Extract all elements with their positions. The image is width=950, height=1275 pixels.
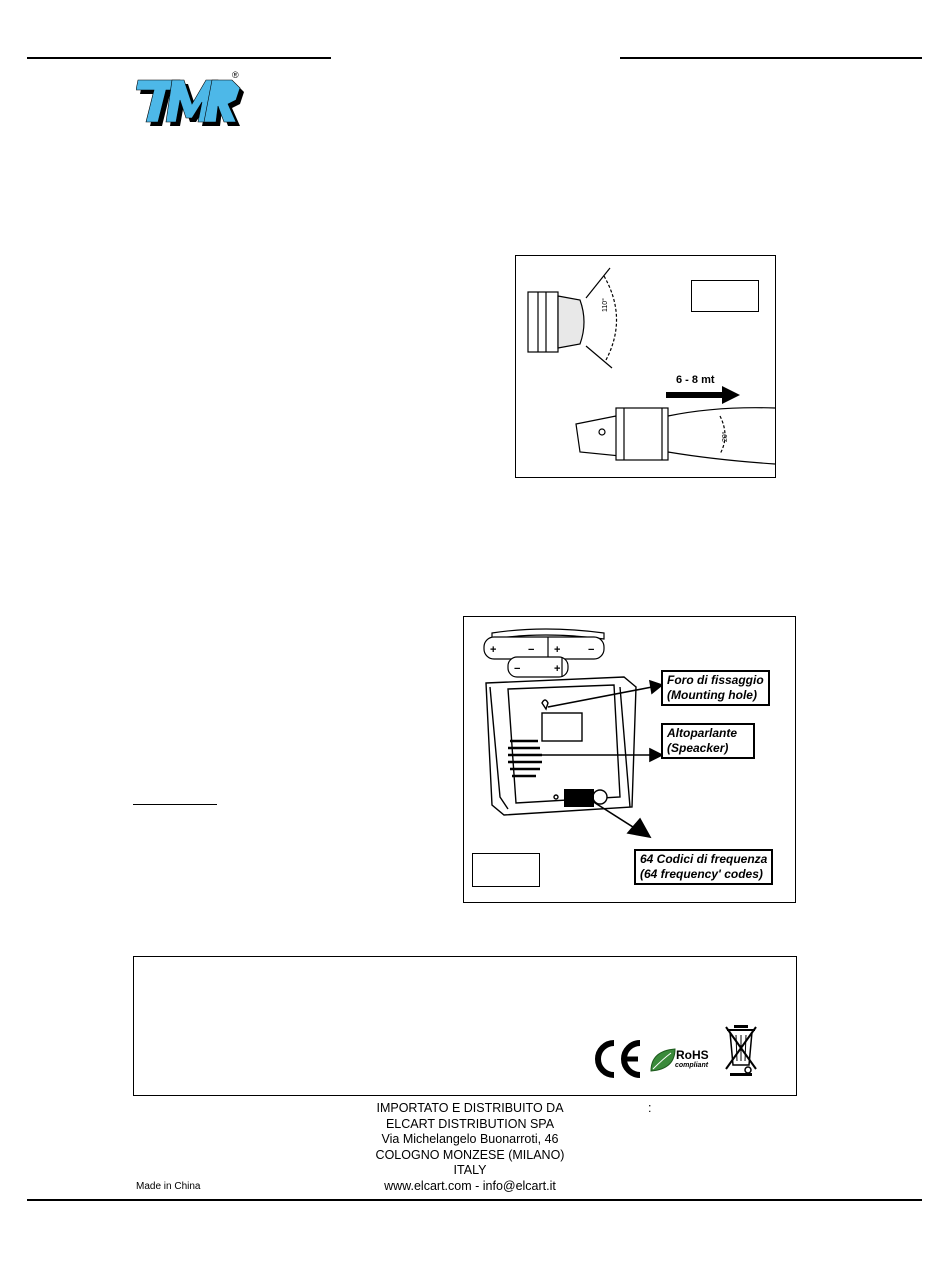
footer-colon: : (648, 1101, 652, 1115)
registered-mark: ® (232, 70, 239, 80)
svg-text:+: + (554, 644, 561, 656)
street-address: Via Michelangelo Buonarroti, 46 (381, 1132, 559, 1146)
mounting-hole-label-en: (Mounting hole) (667, 688, 757, 702)
figure2-label-box (472, 853, 540, 887)
footer-rule (27, 1199, 922, 1201)
angle-wide-label: 110° (602, 298, 609, 312)
speaker-callout (661, 723, 755, 759)
tmr-logo (136, 72, 248, 128)
rohs-title: RoHS (676, 1048, 709, 1062)
city-address: COLOGNO MONZESE (MILANO) (375, 1147, 565, 1162)
angle-narrow-label: 20° (722, 431, 729, 442)
weee-bin-icon (724, 1023, 758, 1077)
frequency-codes-label-it: 64 Codici di frequenza (640, 852, 768, 866)
importer-address (300, 1101, 640, 1194)
mounting-hole-callout (661, 670, 770, 706)
svg-text:−: − (528, 644, 535, 656)
ce-mark (592, 1039, 644, 1079)
underline-mark (133, 804, 217, 805)
svg-text:+: + (554, 663, 561, 675)
figure1-label-box (691, 280, 759, 312)
country: ITALY (453, 1163, 487, 1177)
svg-text:−: − (514, 663, 521, 675)
made-in-label: Made in China (136, 1181, 201, 1192)
distance-label: 6 - 8 mt (676, 374, 715, 386)
detection-range-figure (515, 255, 776, 478)
company-name: ELCART DISTRIBUTION SPA (385, 1116, 555, 1131)
certification-box (133, 956, 797, 1096)
mounting-hole-label-it: Foro di fissaggio (667, 673, 764, 687)
speaker-label-en: (Speacker) (667, 741, 729, 755)
frequency-codes-label-en: (64 frequency' codes) (640, 867, 763, 881)
svg-text:−: − (588, 644, 595, 656)
imported-by-line: IMPORTATO E DISTRIBUITO DA (376, 1101, 564, 1115)
svg-text:+: + (490, 644, 497, 656)
rohs-subtitle: compliant (675, 1062, 709, 1069)
header-rule-left (27, 57, 331, 59)
speaker-label-it: Altoparlante (667, 726, 738, 740)
frequency-codes-callout (634, 849, 773, 885)
web-contact: www.elcart.com - info@elcart.it (384, 1178, 556, 1193)
rohs-mark (649, 1045, 715, 1075)
device-back-figure (463, 616, 796, 903)
header-rule-right (620, 57, 922, 59)
